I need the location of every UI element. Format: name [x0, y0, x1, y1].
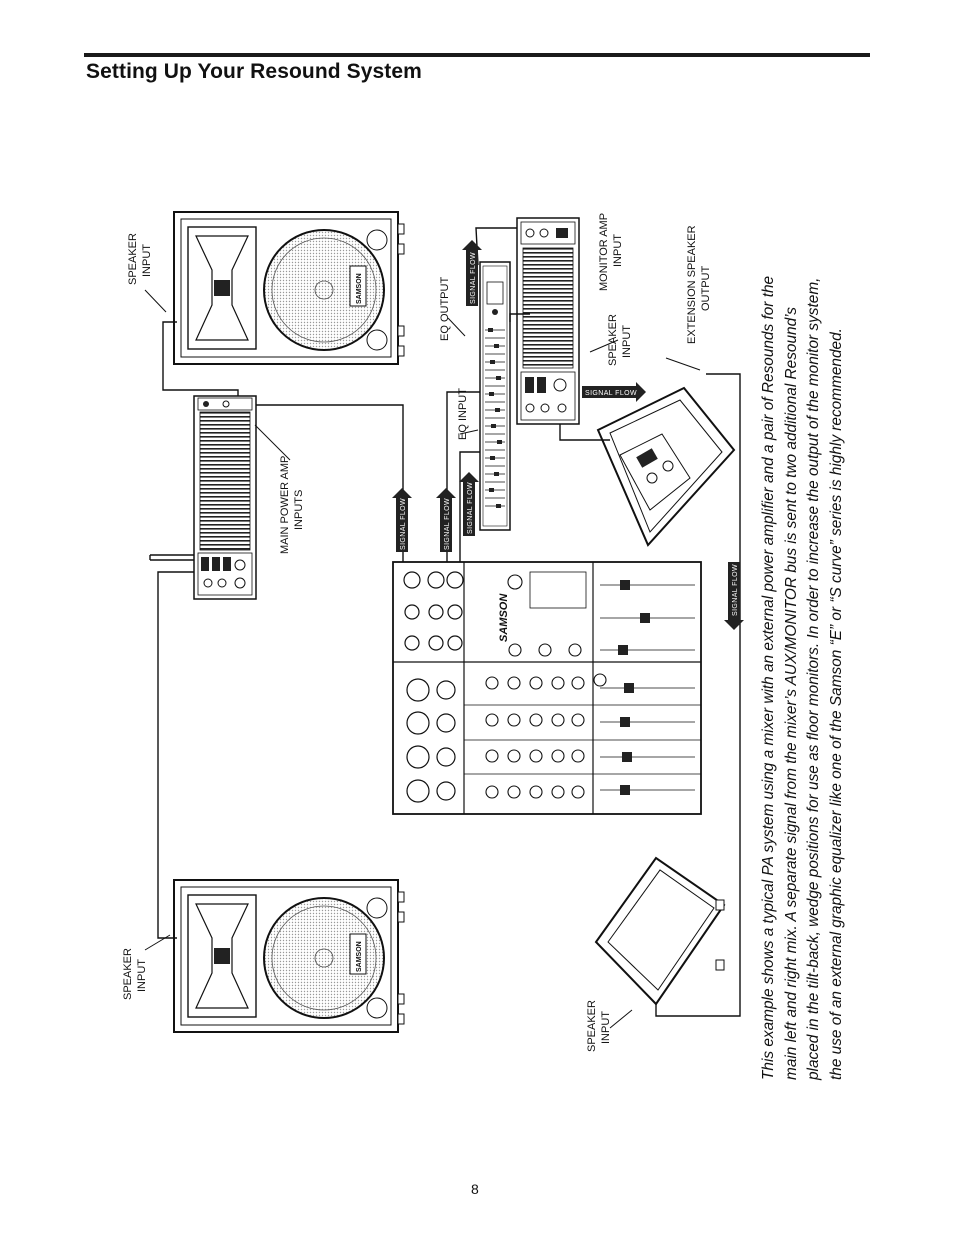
caption-text: This example shows a typical PA system using a mixer with an external power amplifier and a pair of Resounds for the main left and right mix. A separate signal from the mixer’s AUX/MONITOR bus is sent to two additional Resound’s placed in the tilt-back, wedge positions for use as floor monitors. In order to increase the output of the monitor system, the use of an external graphic equalizer like one of the Samson “E” or “S curve” series is highly recommended.	[760, 275, 845, 1080]
svg-text:OUTPUT: OUTPUT	[700, 265, 712, 311]
svg-text:EQ OUTPUT: EQ OUTPUT	[439, 276, 451, 341]
mixer	[393, 562, 701, 814]
svg-text:INPUT: INPUT	[600, 1011, 612, 1044]
svg-text:INPUTS: INPUTS	[293, 489, 305, 530]
signal-flow-arrow-3	[459, 472, 479, 536]
graphic-equalizer	[480, 262, 510, 530]
svg-text:SIGNAL FLOW: SIGNAL FLOW	[585, 390, 637, 397]
wedge-monitor-bottom	[596, 858, 724, 1004]
label-extension-speaker-output	[686, 225, 712, 344]
speaker-logo-bottom: SAMSON	[356, 941, 363, 972]
label-speaker-input-monitor	[607, 314, 633, 366]
main-speaker-bottom	[174, 880, 404, 1032]
svg-text:SIGNAL FLOW: SIGNAL FLOW	[467, 482, 474, 534]
signal-flow-arrow-4	[462, 240, 482, 306]
label-speaker-input-wedge	[586, 1000, 612, 1052]
label-speaker-input-bottom	[122, 948, 148, 1000]
page-number: 8	[471, 1181, 479, 1197]
signal-flow-arrow-1	[392, 488, 412, 552]
wedge-monitor-top	[598, 388, 734, 545]
monitor-amp	[517, 218, 579, 424]
svg-text:SIGNAL FLOW: SIGNAL FLOW	[732, 564, 739, 616]
svg-text:EQ INPUT: EQ INPUT	[457, 388, 469, 440]
svg-text:SPEAKER: SPEAKER	[127, 233, 139, 285]
svg-text:SIGNAL FLOW: SIGNAL FLOW	[400, 498, 407, 550]
main-speaker-top	[174, 212, 404, 364]
svg-text:INPUT: INPUT	[141, 244, 153, 277]
page-title: Setting Up Your Resound System	[86, 60, 422, 83]
label-monitor-amp-input	[598, 213, 624, 291]
main-power-amp	[194, 396, 256, 599]
svg-text:INPUT: INPUT	[612, 234, 624, 267]
label-speaker-input-top	[127, 233, 153, 285]
svg-text:EXTENSION SPEAKER: EXTENSION SPEAKER	[686, 225, 698, 344]
mixer-logo: SAMSON	[498, 593, 510, 642]
svg-text:SPEAKER: SPEAKER	[607, 314, 619, 366]
svg-text:SIGNAL FLOW: SIGNAL FLOW	[444, 498, 451, 550]
signal-flow-arrow-6	[724, 562, 744, 630]
signal-flow-arrow-5	[582, 382, 646, 402]
svg-text:MONITOR AMP: MONITOR AMP	[598, 212, 610, 291]
svg-text:MAIN POWER AMP: MAIN POWER AMP	[279, 455, 291, 554]
svg-text:SPEAKER: SPEAKER	[122, 948, 134, 1000]
signal-flow-arrow-2	[436, 488, 456, 552]
label-eq-input	[457, 388, 469, 440]
svg-text:INPUT: INPUT	[621, 325, 633, 358]
label-main-power-amp-inputs	[279, 456, 305, 554]
label-eq-output	[439, 277, 451, 341]
svg-text:SPEAKER: SPEAKER	[586, 1000, 598, 1052]
speaker-logo-top: SAMSON	[356, 273, 363, 304]
svg-text:INPUT: INPUT	[136, 959, 148, 992]
svg-text:SIGNAL FLOW: SIGNAL FLOW	[470, 252, 477, 304]
